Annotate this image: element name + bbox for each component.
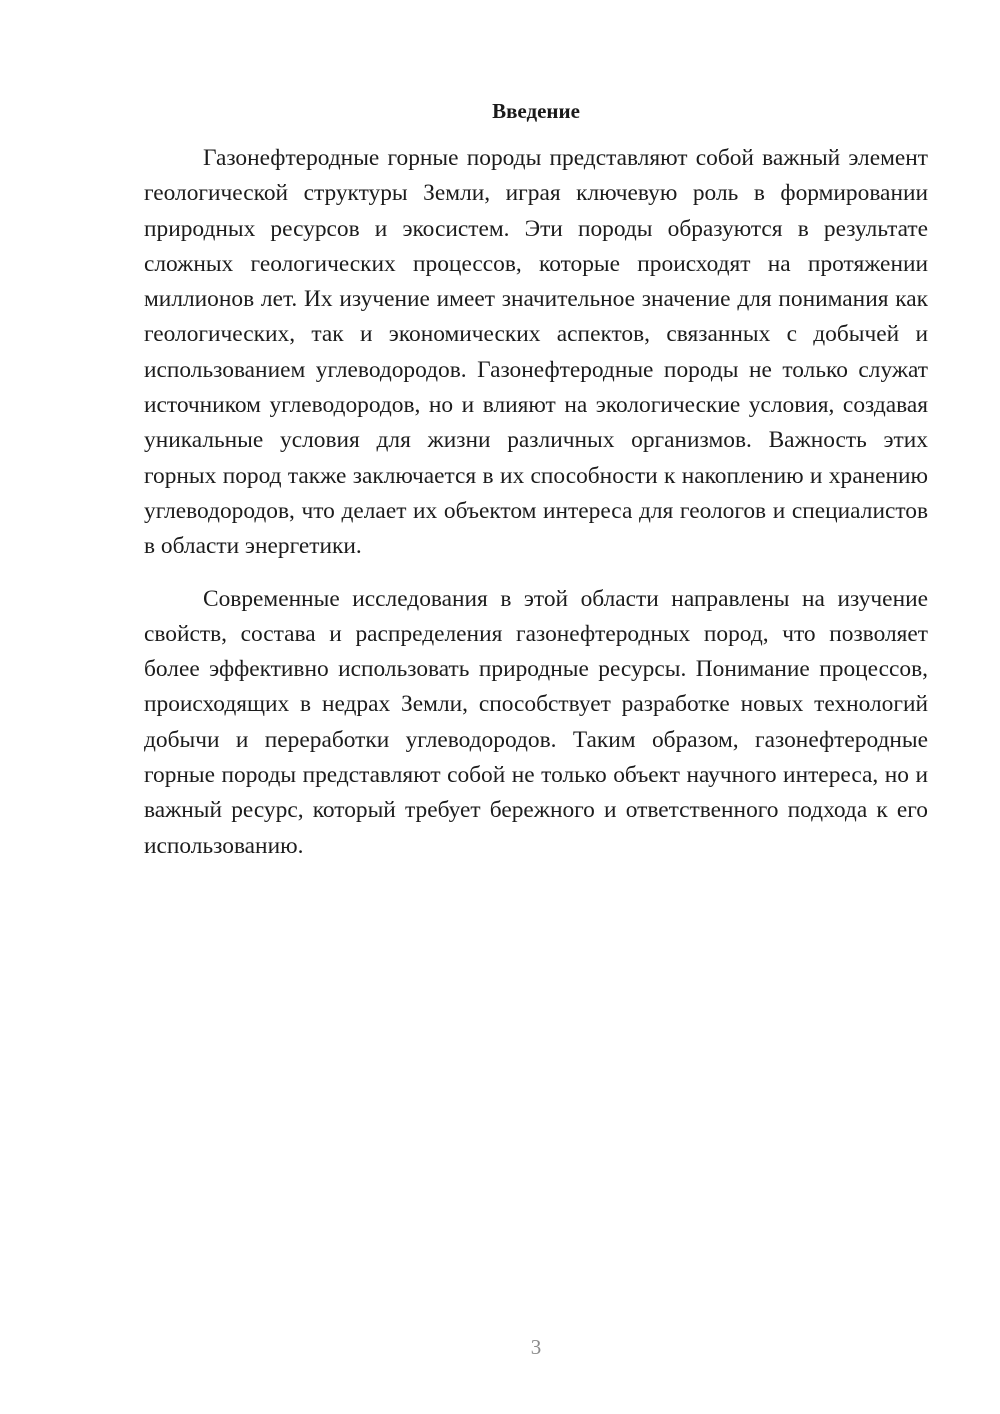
paragraph-2: Современные исследования в этой области направлены на изучение свойств, состава и распределения газонефтеродных пород, что позволяет более эффективно использовать природные ресурсы. Понимание процессов, происходящих в недрах Земли, способствует разработке новых технологий добычи и переработки углеводородов. Таким образом, газонефтеродные горные породы представляют собой не только объект научного интереса, но и важный ресурс, который требует бережного и ответственного подхода к его использованию.: [144, 585, 928, 859]
page-number: 3: [530, 1335, 542, 1359]
paragraph-1: Газонефтеродные горные породы представляют собой важный элемент геологической структуры Земли, играя ключевую роль в формировании природных ресурсов и экосистем. Эти породы образуются в результате сложных геологических процессов, которые происходят на протяжении миллионов лет. Их изучение имеет значительное значение для понимания как геологических, так и экономических аспектов, связанных с добычей и использованием углеводородов. Газонефтеродные породы не только служат источником углеводородов, но и влияют на экологические условия, создавая уникальные условия для жизни различных организмов. Важность этих горных пород также заключается в их способности к накоплению и хранению углеводородов, что делает их объектом интереса для геологов и специалистов в области энергетики.: [144, 145, 928, 560]
body-text: [144, 141, 928, 881]
section-heading: Введение: [492, 99, 580, 123]
